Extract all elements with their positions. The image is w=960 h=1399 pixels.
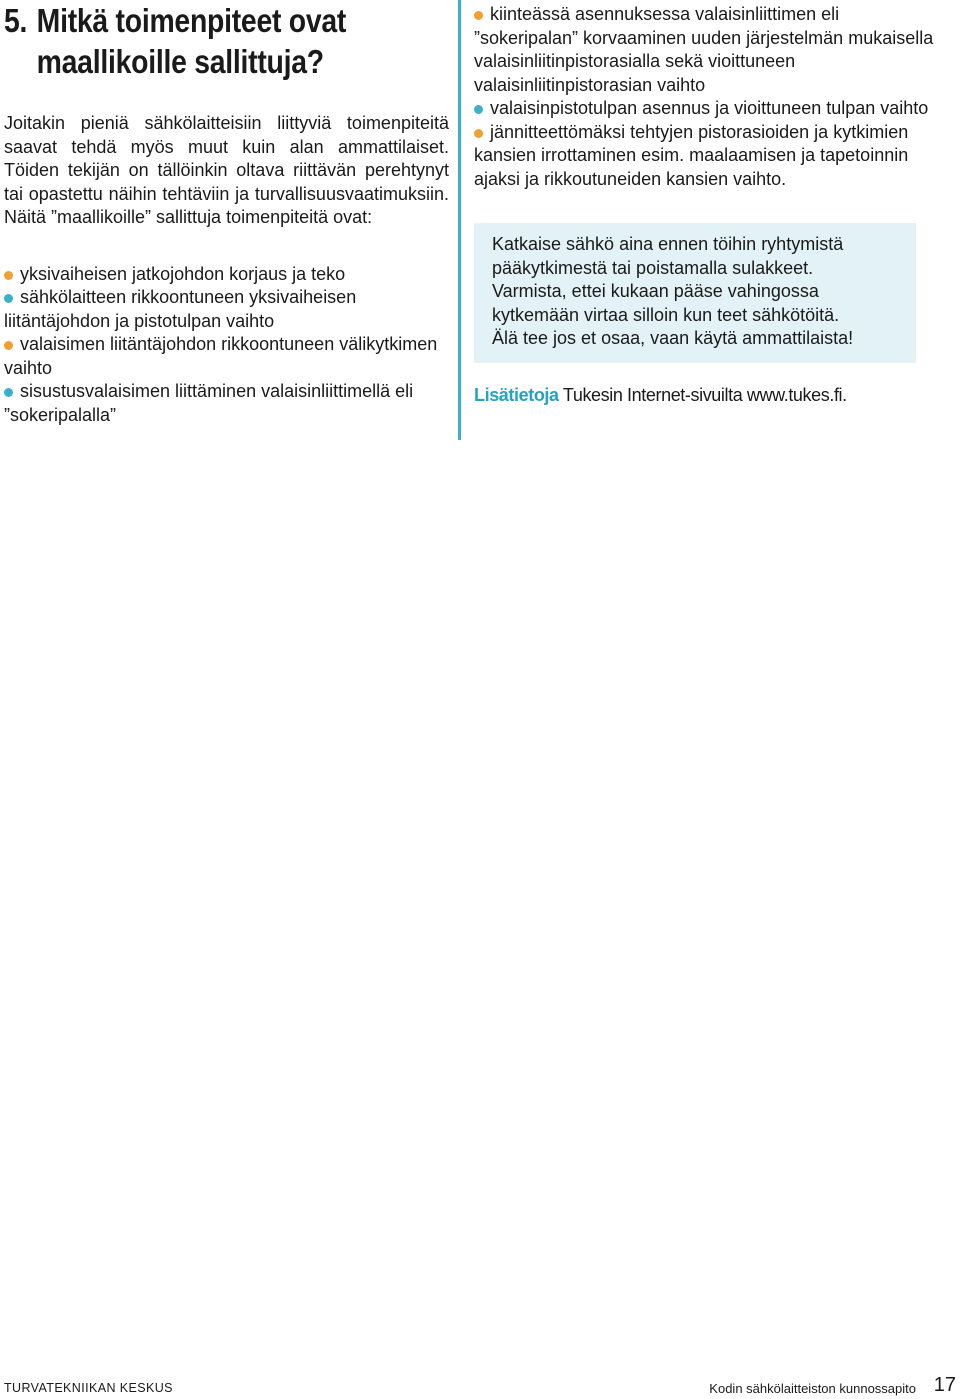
more-info (474, 385, 934, 406)
list-item-text: jännitteettömäksi tehtyjen pistorasioiden ja kytkimien kansien irrottaminen esim. maalaamisen ja tapetoinnin ajaksi ja rikkoutuneiden kansien vaihto. (474, 121, 909, 189)
list-item-text: valaisimen liitäntäjohdon rikkoontuneen välikytkimen vaihto (4, 334, 438, 378)
warning-line: kytkemään virtaa silloin kun teet sähkötöitä. (492, 304, 840, 325)
allowed-tasks-list-continued (474, 3, 934, 191)
bullet-icon (4, 294, 13, 303)
list-item (4, 263, 449, 287)
more-info-label: Lisätietoja (474, 384, 559, 405)
bullet-icon (4, 341, 13, 350)
right-column (458, 0, 934, 440)
warning-line: Älä tee jos et osaa, vaan käytä ammattilaista! (492, 328, 854, 348)
allowed-tasks-list (4, 263, 449, 428)
warning-line: Varmista, ettei kukaan pääse vahingossa (492, 281, 819, 301)
bullet-icon (474, 105, 483, 114)
intro-paragraph: Joitakin pieniä sähkölaitteisiin liittyviä toimenpiteitä saavat tehdä myös muut kuin alan ammattilaiset. Töiden tekijän on tällöinkin oltava riittävän perehtynyt tai opastettu näihin tehtäviin ja turvallisuusvaatimuksiin. Näitä ”maallikoille” sallittuja toimenpiteitä ovat: (4, 113, 449, 227)
list-item (4, 333, 449, 380)
warning-line: Katkaise sähkö aina ennen töihin ryhtymistä (492, 234, 844, 254)
list-item (4, 286, 449, 333)
list-item (474, 121, 934, 192)
section-number: 5. (4, 2, 28, 39)
heading-line-2: maallikoille sallittuja? (36, 43, 324, 80)
page-number: 17 (933, 1374, 956, 1396)
list-item (4, 380, 449, 427)
list-item-text: sisustusvalaisimen liittäminen valaisinliittimellä eli ”sokeripalalla” (4, 381, 414, 425)
bullet-icon (4, 388, 13, 397)
list-item-text: yksivaiheisen jatkojohdon korjaus ja teko (20, 263, 346, 284)
bullet-icon (474, 11, 483, 20)
list-item-text: valaisinpistotulpan asennus ja vioittuneen tulpan vaihto (490, 98, 929, 118)
safety-warning-box (474, 223, 916, 363)
section-heading (4, 0, 387, 82)
left-column (4, 0, 449, 427)
bullet-icon (4, 271, 13, 280)
list-item (474, 3, 934, 97)
list-item-text: sähkölaitteen rikkoontuneen yksivaiheisen liitäntäjohdon ja pistotulpan vaihto (4, 287, 357, 331)
footer-document-title: Kodin sähkölaitteiston kunnossapito (709, 1381, 916, 1396)
warning-line: pääkytkimestä tai poistamalla sulakkeet. (492, 257, 814, 278)
list-item (474, 97, 934, 121)
list-item-text: kiinteässä asennuksessa valaisinliittimen eli ”sokeripalan” korvaaminen uuden järjestelmän mukaisella valaisinliitinpistorasialla sekä vioittuneen valaisinliitinpistorasian vaihto (474, 4, 934, 95)
heading-line-1: Mitkä toimenpiteet ovat (36, 2, 347, 39)
footer-publisher: TURVATEKNIIKAN KESKUS (4, 1381, 173, 1395)
more-info-text: Tukesin Internet-sivuilta www.tukes.fi. (558, 384, 847, 405)
bullet-icon (474, 129, 483, 138)
